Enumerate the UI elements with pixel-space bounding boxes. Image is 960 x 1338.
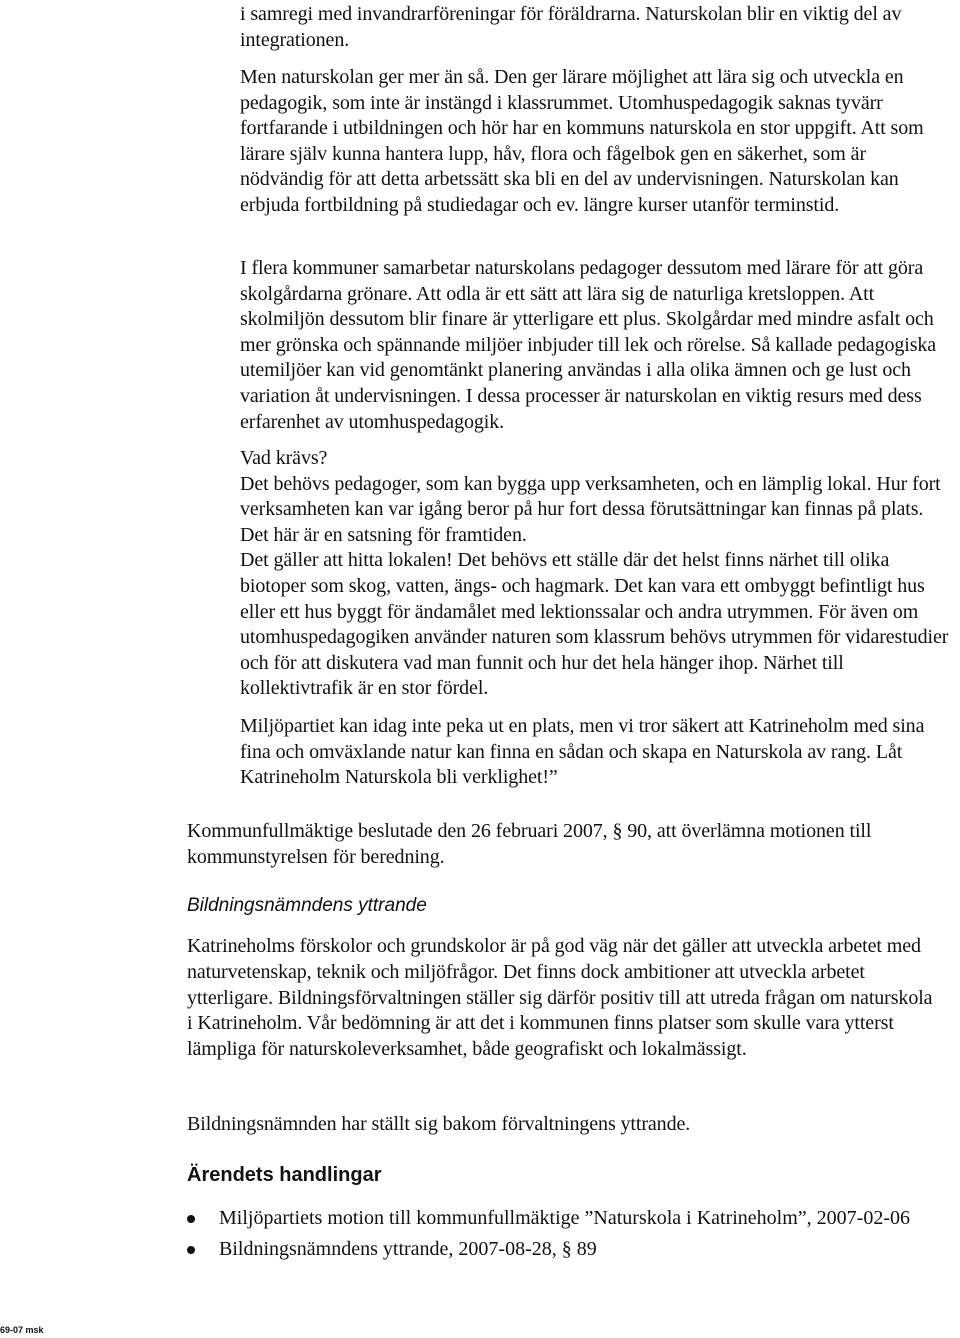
quote-text-4b: Det gäller att hitta lokalen! Det behövs ett ställe där det helst finns närhet till olika biotoper som skog, vatten, ängs- och hagmark. Det kan vara ett ombyggt befintligt hus eller ett hus byggt för ändamålet med lektionssalar och andra utrymmen. För även om utomhuspedagogiken använder naturen som klassrum behövs utrymmen för vidarestudier och för att diskutera vad man funnit och hur det hela hänger ihop. Närhet till kollektivtrafik är en stor fördel. — [240, 549, 949, 700]
documents-list — [187, 1206, 937, 1268]
statement-heading: Bildningsnämndens yttrande — [187, 895, 427, 916]
quote-subheading-requirements: Vad krävs? — [240, 447, 328, 469]
quote-text-3: I flera kommuner samarbetar naturskolans pedagoger dessutom med lärare för att göra skolgårdarna grönare. Att odla är ett sätt att lära sig de naturliga kretsloppen. Att skolmiljön dessutom blir finare är ytterligare ett plus. Skolgårdar med mindre asfalt och mer grönska och spännande miljöer inbjuder till lek och rörelse. Så kallade pedagogiska utemiljöer kan vid genomtänkt planering användas i alla olika ämnen och ge lust och variation åt undervisningen. I dessa processer är naturskolan en viktig resurs med dess erfarenhet av utomhuspedagogik. — [240, 257, 937, 433]
board-support-text: Bildningsnämnden har ställt sig bakom förvaltningens yttrande. — [187, 1113, 691, 1135]
list-item — [187, 1237, 937, 1262]
quote-paragraph-1 — [240, 2, 952, 53]
statement-paragraph — [187, 934, 933, 1063]
documents-heading: Ärendets handlingar — [187, 1164, 382, 1186]
statement-text: Katrineholms förskolor och grundskolor är på god väg när det gäller att utveckla arbetet med naturvetenskap, teknik och miljöfrågor. Det finns dock ambitioner att utveckla arbetet ytterligare. Bildningsförvaltningen ställer sig därför positiv till att utreda frågan om naturskola i Katrineholm. Vår bedömning är att det i kommunen finns platser som skulle vara ytterst lämpliga för naturskoleverksamhet, både geografiskt och lokalmässigt. — [187, 935, 933, 1061]
quote-paragraph-2 — [240, 65, 952, 219]
quote-paragraph-3 — [240, 256, 952, 435]
quote-text-1: i samregi med invandrarföreningar för föräldrarna. Naturskolan blir en viktig del av integrationen. — [240, 3, 902, 51]
decision-text: Kommunfullmäktige beslutade den 26 februari 2007, § 90, att överlämna motionen till kommunstyrelsen för beredning. — [187, 820, 872, 868]
bullet-icon — [187, 1246, 195, 1254]
document-item-text: Bildningsnämndens yttrande, 2007-08-28, § 89 — [219, 1238, 597, 1260]
board-support-paragraph — [187, 1112, 933, 1138]
document-item-text: Miljöpartiets motion till kommunfullmäktige ”Naturskola i Katrineholm”, 2007-02-06 — [219, 1207, 910, 1229]
quote-text-4a: Det behövs pedagoger, som kan bygga upp verksamheten, och en lämplig lokal. Hur fort verksamheten kan var igång beror på hur fort dessa förutsättningar kan finnas på plats. Det här är en satsning för framtiden. — [240, 472, 941, 546]
quote-text-2: Men naturskolan ger mer än så. Den ger lärare möjlighet att lära sig och utveckla en pedagogik, som inte är instängd i klassrummet. Utomhuspedagogik saknas tyvärr fortfarande i utbildningen och hör har en kommuns naturskola en stor uppgift. Att som lärare själv kunna hantera lupp, håv, flora och fågelbok gen en säkerhet, som är nödvändig för att detta arbetssätt ska bli en del av undervisningen. Naturskolan kan erbjuda fortbildning på studiedagar och ev. längre kurser utanför terminstid. — [240, 66, 924, 216]
list-item — [187, 1206, 937, 1231]
quote-paragraph-4 — [240, 446, 952, 702]
quote-paragraph-5 — [240, 714, 952, 791]
footer-code: 69-07 msk — [0, 1325, 44, 1335]
decision-paragraph — [187, 819, 933, 871]
bullet-icon — [187, 1215, 195, 1223]
quote-text-5: Miljöpartiet kan idag inte peka ut en plats, men vi tror säkert att Katrineholm med sina fina och omväxlande natur kan finna en sådan och skapa en Naturskola av rang. Låt Katrineholm Naturskola bli verklighet!” — [240, 715, 925, 789]
